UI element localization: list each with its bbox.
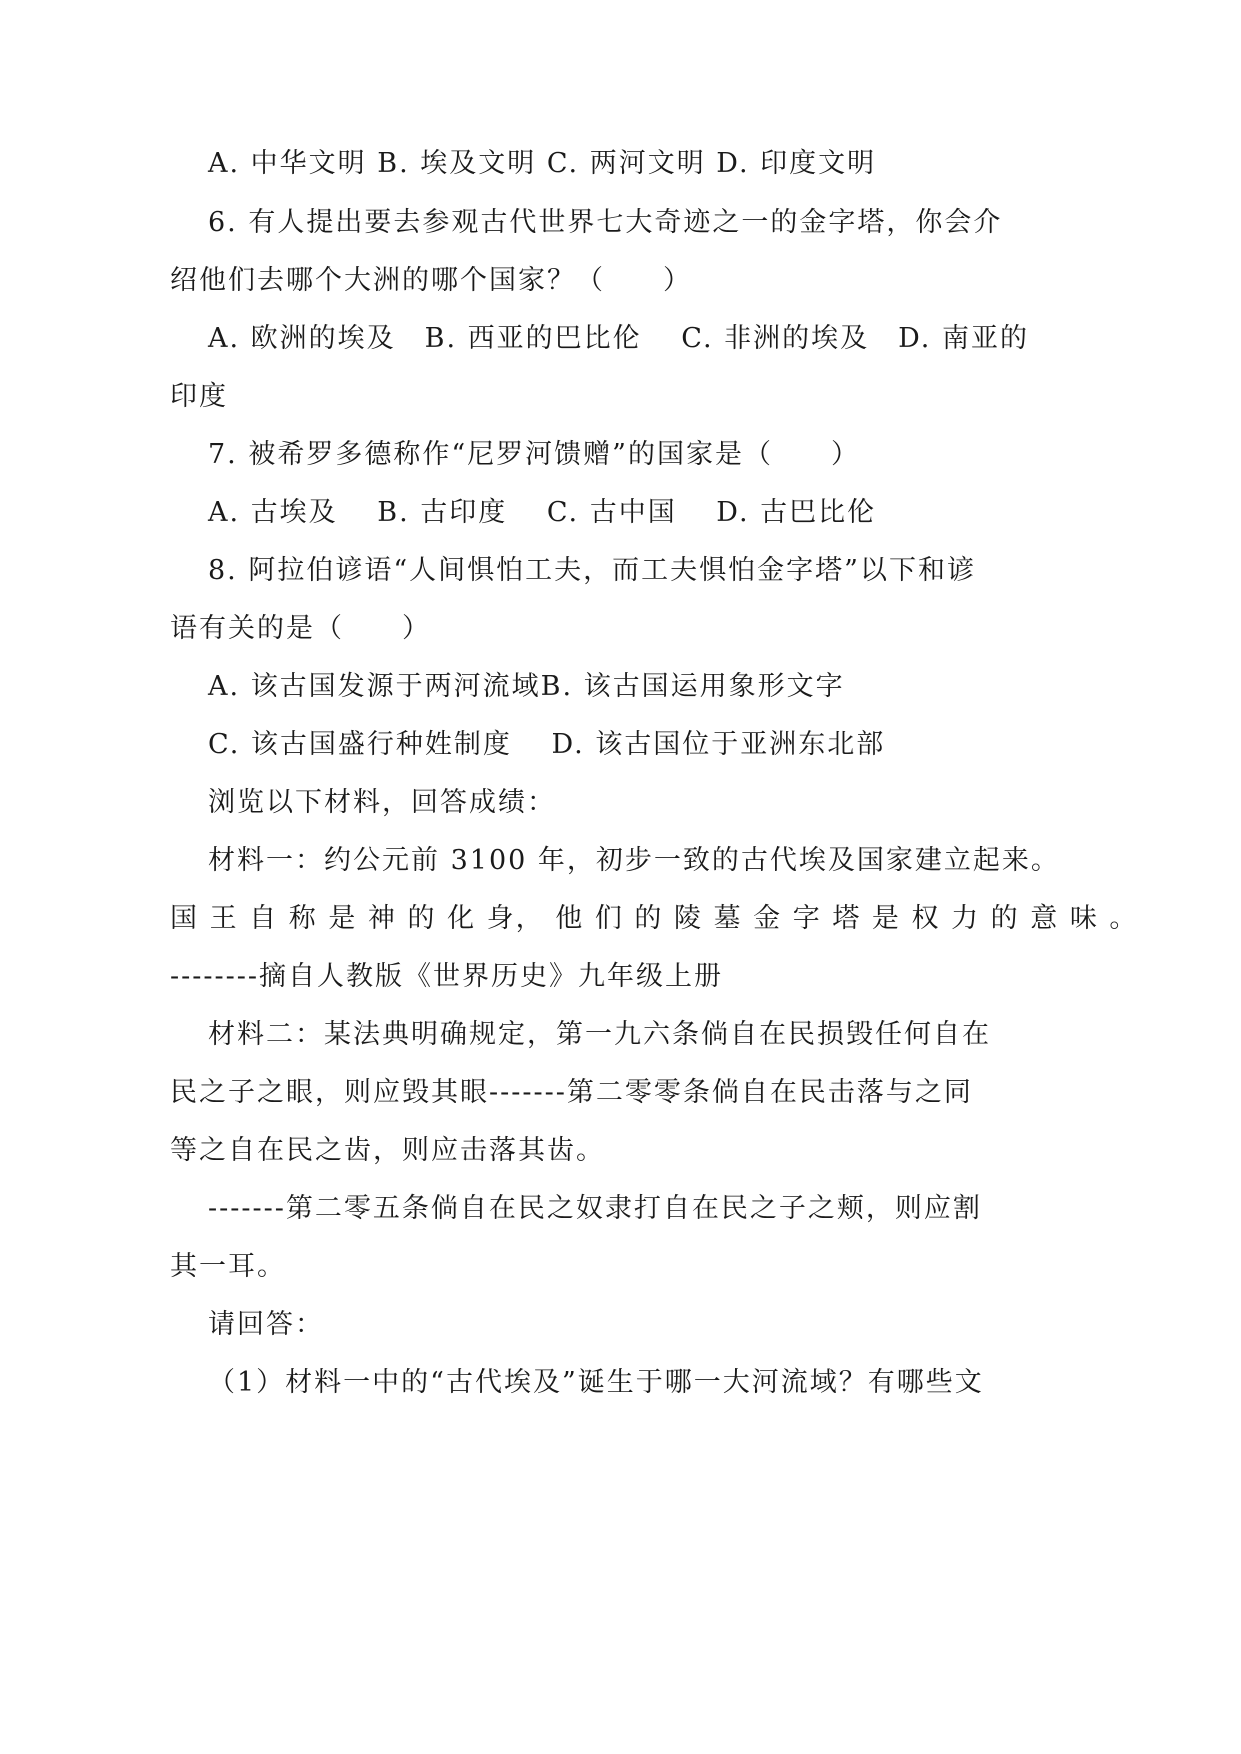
answer-options-q7: A. 古埃及 B. 古印度 C. 古中国 D. 古巴比伦 <box>208 497 877 528</box>
question-8-line-1: 8. 阿拉伯谚语“人间惧怕工夫，而工夫惧怕金字塔”以下和谚 <box>208 555 976 586</box>
answer-options-q6-line-2: 印度 <box>170 381 228 412</box>
answer-options-q6-line-1: A. 欧洲的埃及 B. 西亚的巴比伦 C. 非洲的埃及 D. 南亚的 <box>208 323 1029 354</box>
question-7: 7. 被希罗多德称作“尼罗河馈赠”的国家是（ ） <box>208 439 860 470</box>
answer-options-q8-line-2: C. 该古国盛行种姓制度 D. 该古国位于亚洲东北部 <box>208 729 886 760</box>
material-2-line-1: 材料二：某法典明确规定，第一九六条倘自在民损毁任何自在 <box>208 1019 991 1050</box>
please-answer-label: 请回答： <box>208 1309 324 1340</box>
material-2-line-5: 其一耳。 <box>170 1251 286 1282</box>
sub-question-1: （1）材料一中的“古代埃及”诞生于哪一大河流域？有哪些文 <box>208 1367 984 1398</box>
material-2-line-2: 民之子之眼，则应毁其眼-------第二零零条倘自在民击落与之同 <box>170 1077 973 1108</box>
answer-options-q8-line-1: A. 该古国发源于两河流域B. 该古国运用象形文字 <box>208 671 845 702</box>
material-1-line-2: 国 王 自 称 是 神 的 化 身， 他 们 的 陵 墓 金 字 塔 是 权 力 的 意 味 。 <box>170 903 1139 934</box>
material-2-line-3: 等之自在民之齿，则应击落其齿。 <box>170 1135 605 1166</box>
material-1-line-1: 材料一：约公元前 3100 年，初步一致的古代埃及国家建立起来。 <box>208 845 1060 876</box>
material-1-source: --------摘自人教版《世界历史》九年级上册 <box>170 961 723 992</box>
question-8-line-2: 语有关的是（ ） <box>170 613 431 644</box>
material-2-line-4: -------第二零五条倘自在民之奴隶打自在民之子之颊，则应割 <box>208 1193 982 1224</box>
reading-instruction: 浏览以下材料，回答成绩： <box>208 787 556 818</box>
question-6-line-1: 6. 有人提出要去参观古代世界七大奇迹之一的金字塔，你会介 <box>208 207 1003 238</box>
answer-options-q5: A. 中华文明 B. 埃及文明 C. 两河文明 D. 印度文明 <box>208 148 877 179</box>
question-6-line-2: 绍他们去哪个大洲的哪个国家？（ ） <box>170 265 692 296</box>
